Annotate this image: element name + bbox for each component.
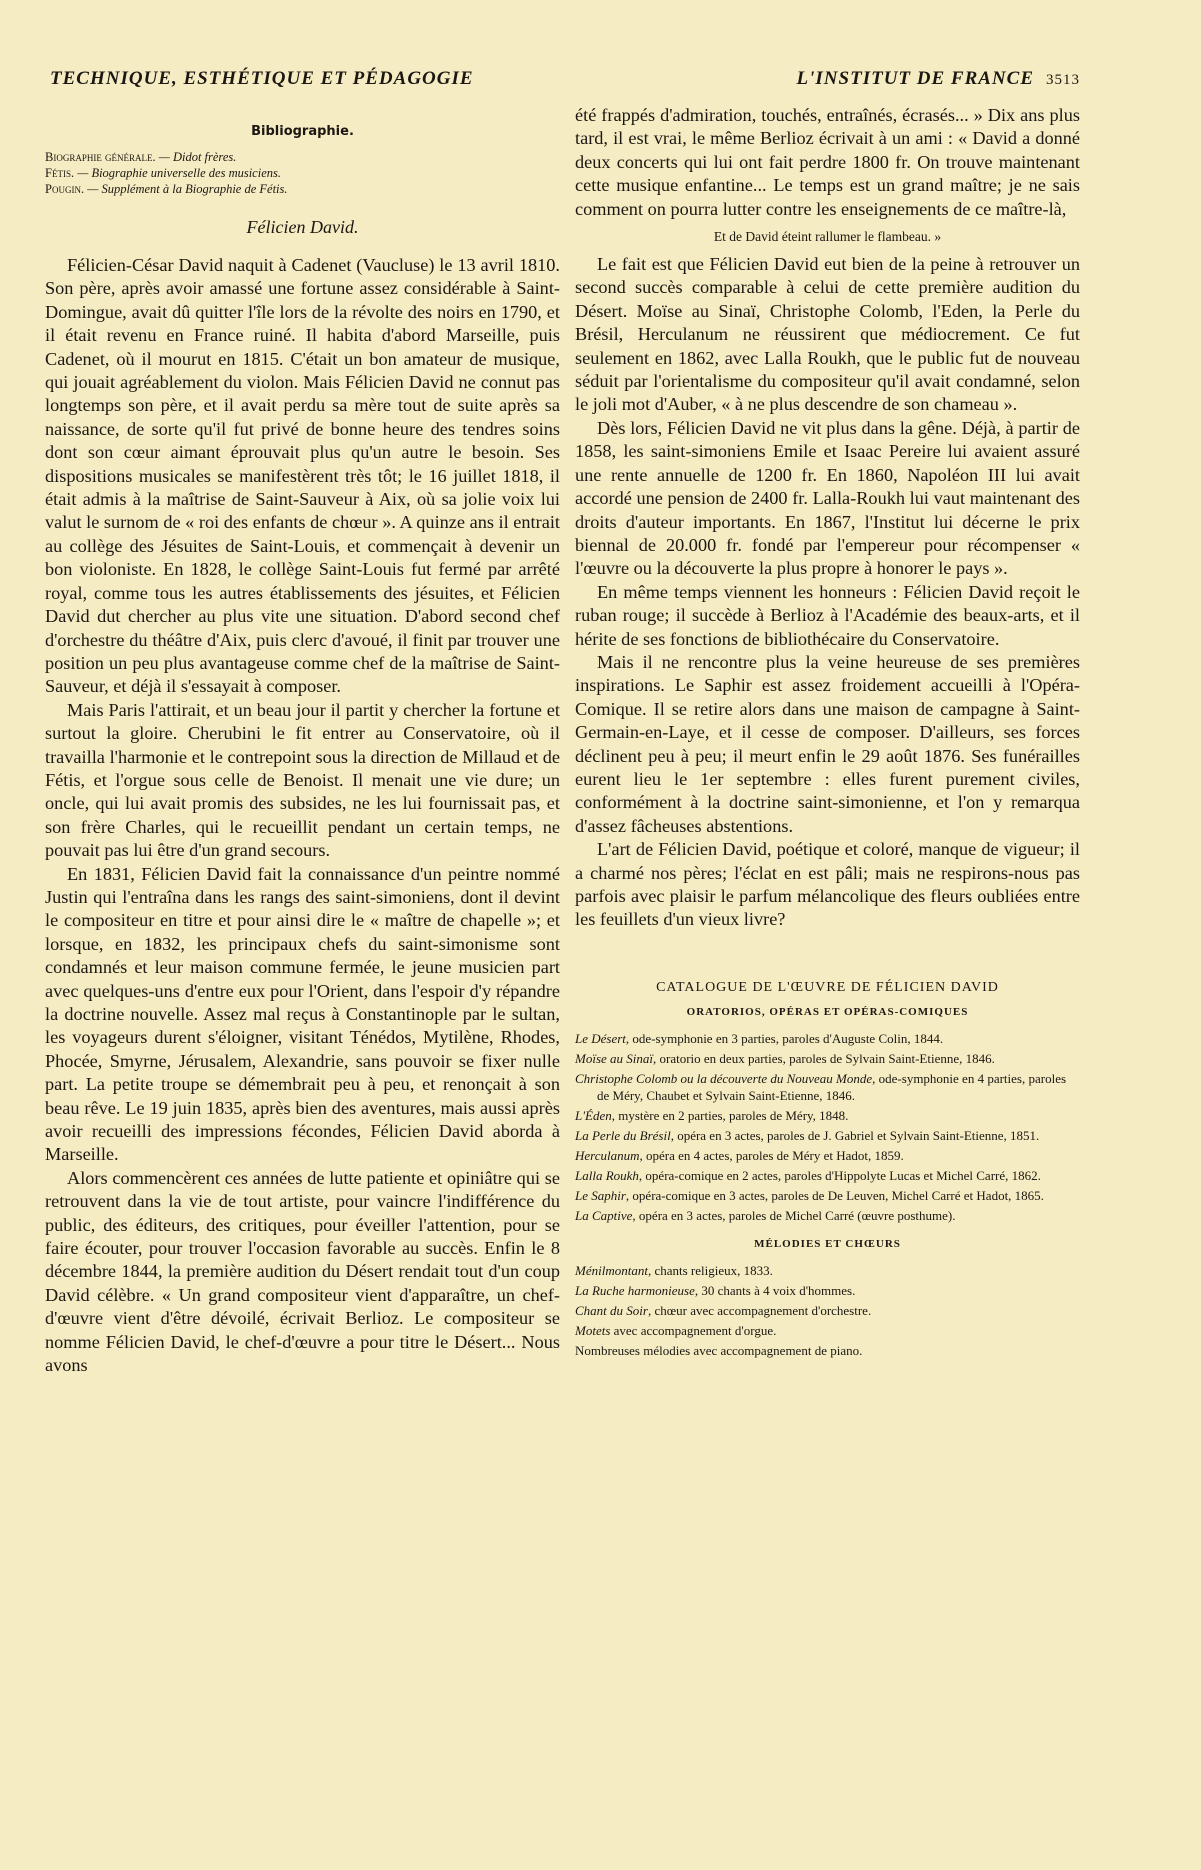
- body-paragraph: Alors commencèrent ces années de lutte patiente et opiniâtre qui se retrouvent dans la vie de tout artiste, pour vaincre l'indifférence du public, des éditeurs, des critiques, pour éveiller l'attention, pour se faire écouter, pour trouver l'occasion favorable au succès. Enfin le 8 décembre 1844, la première audition du Désert rendait tout d'un coup David célèbre. « Un grand compositeur vient d'apparaître, un chef-d'œuvre vient d'être dévoilé, écrivait Berlioz. Le compositeur se nomme Félicien David, le chef-d'œuvre a pour titre le Désert... Nous avons: [45, 1167, 560, 1376]
- catalogue-title: CATALOGUE DE L'ŒUVRE DE FÉLICIEN DAVID: [656, 979, 999, 995]
- work-details: , opéra-comique en 2 actes, paroles d'Hippolyte Lucas et Michel Carré, 1862.: [638, 1167, 1041, 1183]
- bibliography-author: Biographie générale.: [45, 150, 156, 164]
- catalogue-list-melodies: [575, 1262, 1080, 1359]
- work-details: , opéra-comique en 3 actes, paroles de De Leuven, Michel Carré et Hadot, 1865.: [625, 1187, 1044, 1203]
- work-title: Christophe Colomb ou la découverte du Nouveau Monde: [575, 1070, 873, 1086]
- header-right-title: L'INSTITUT DE FRANCE: [796, 68, 1034, 89]
- work-title: L'Éden: [575, 1107, 612, 1123]
- body-paragraph: Mais Paris l'attirait, et un beau jour il partit y chercher la fortune et surtout la gloire. Cherubini le fit entrer au Conservatoire, où il travailla l'harmonie et le contrepoint sous la direction de Millaud et de Fétis, et l'orgue sous celle de Benoist. Il menait une vie dure; un oncle, qui lui avait promis des subsides, ne les lui fournissait pas, et son frère Charles, qui le recueillit pendant un certain temps, ne pouvait pas lui être d'un grand secours.: [45, 699, 560, 861]
- body-paragraph: Mais il ne rencontre plus la veine heureuse de ses premières inspirations. Le Saphir est assez froidement accueilli à l'Opéra-Comique. Il se retire alors dans une maison de campagne à Saint-Germain-en-Laye, et il cesse de composer. D'ailleurs, ses forces déclinent peu à peu; il meurt enfin le 29 août 1876. Ses funérailles eurent lieu le 1er septembre : elles furent purement civiles, conformément à la doctrine saint-simonienne, et l'on y remarqua d'assez fâcheuses abstentions.: [575, 651, 1080, 836]
- work-title: Ménilmontant: [575, 1262, 648, 1278]
- catalogue-list-operas: [575, 1030, 1080, 1224]
- catalogue-item: [575, 1107, 1080, 1124]
- right-body-a: [575, 104, 1080, 221]
- work-title: Moïse au Sinaï: [575, 1050, 653, 1066]
- catalogue-item: [575, 1127, 1080, 1144]
- work-title: La Captive: [575, 1207, 633, 1223]
- body-paragraph: Félicien-César David naquit à Cadenet (Vaucluse) le 13 avril 1810. Son père, après avoir amassé une fortune assez considérable à Saint-Domingue, avait dû quitter l'île lors de la révolte des noirs en 1790, et il était revenu en France ruiné. Il habita d'abord Marseille, puis Cadenet, où il mourut en 1815. C'était un bon amateur de musique, qui jouait agréablement du violon. Mais Félicien David ne connut pas longtemps son père, et il avait perdu sa mère tout de suite après sa naissance, de sorte qu'il fut privé de bonne heure des tendres soins dont son cœur aimant éprouvait plus qu'un autre le besoin. Ses dispositions musicales se manifestèrent très tôt; le 16 juillet 1818, il était admis à la maîtrise de Saint-Sauveur à Aix, où sa jolie voix lui valut le surnom de « roi des enfants de chœur ». A quinze ans il entrait au collège des Jésuites de Saint-Louis, et commençait à devenir un bon violoniste. En 1828, le collège Saint-Louis fut fermé par arrêté royal, comme tous les autres établissements des jésuites, et Félicien David dut chercher au plus vite une situation. D'abord second chef d'orchestre du théâtre d'Aix, puis clerc d'avoué, il finit par trouver une position un peu plus avantageuse comme chef de la maîtrise de Saint-Sauveur, et déjà il s'essayait à composer.: [45, 255, 560, 697]
- bibliography-item: [45, 165, 560, 181]
- catalogue-item: [575, 1167, 1080, 1184]
- work-details: , mystère en 2 parties, paroles de Méry, 1848.: [611, 1107, 849, 1123]
- work-title: Herculanum: [575, 1147, 640, 1163]
- work-details: , chœur avec accompagnement d'orchestre.: [647, 1302, 872, 1318]
- running-header: [50, 68, 1080, 98]
- header-left: TECHNIQUE, ESTHÉTIQUE ET PÉDAGOGIE: [50, 68, 474, 89]
- work-title: Le Désert: [575, 1030, 626, 1046]
- work-details: , opéra en 3 actes, paroles de Michel Carré (œuvre posthume).: [632, 1207, 956, 1223]
- catalogue-item: [575, 1322, 1080, 1339]
- verse-quote: Et de David éteint rallumer le flambeau. »: [713, 229, 942, 245]
- bibliography-item: [45, 181, 560, 197]
- catalogue-item: [575, 1147, 1080, 1164]
- work-details: , opéra en 4 actes, paroles de Méry et Hadot, 1859.: [639, 1147, 904, 1163]
- catalogue-item: [575, 1030, 1080, 1047]
- bibliography-item: [45, 149, 560, 165]
- header-right: [797, 68, 1080, 90]
- catalogue-item: [575, 1342, 1080, 1359]
- body-paragraph: Dès lors, Félicien David ne vit plus dans la gêne. Déjà, à partir de 1858, les saint-simoniens Emile et Isaac Pereire lui avaient assuré une rente annuelle de 1200 fr. En 1860, Napoléon III lui avait accordé une pension de 2400 fr. Lalla-Roukh lui vaut maintenant des droits d'auteur importants. En 1867, l'Institut lui décerne le prix biennal de 20.000 fr. fondé par l'empereur pour récompenser « l'œuvre ou la découverte la plus propre à honorer le pays ».: [575, 417, 1080, 579]
- work-details: , ode-symphonie en 3 parties, paroles d'Auguste Colin, 1844.: [625, 1030, 944, 1046]
- right-column: [575, 104, 1080, 1362]
- work-title: Le Saphir: [575, 1187, 626, 1203]
- work-details: avec accompagnement d'orgue.: [610, 1322, 777, 1338]
- work-title: La Perle du Brésil: [575, 1127, 671, 1143]
- catalogue-item: [575, 1187, 1080, 1204]
- bibliography-author: Fétis.: [45, 166, 75, 180]
- page-number: 3513: [1046, 72, 1080, 88]
- bibliography-work: — Biographie universelle des musiciens.: [74, 166, 281, 180]
- body-paragraph: En 1831, Félicien David fait la connaissance d'un peintre nommé Justin qui l'entraîna dans les rangs des saint-simoniens, dont il devint le compositeur en titre et pour ainsi dire le « maître de chapelle »; et lorsque, en 1832, les principaux chefs du saint-simonisme sont condamnés et leur maison commune fermée, le jeune musicien part avec quelques-uns d'entre eux pour l'Orient, dans l'espoir d'y répandre la doctrine nouvelle. Assez mal reçus à Constantinople par le sultan, les voyageurs durent s'éloigner, visitant Ténédos, Mytilène, Rhodes, Phocée, Smyrne, Jérusalem, Alexandrie, sans pouvoir se fixer nulle part. La petite troupe se démembrait peu à peu, et renonçait à son beau rêve. Le 19 juin 1835, après bien des aventures, mais aussi après avoir recueilli des impressions fécondes, Félicien David aborda à Marseille.: [45, 863, 560, 1165]
- work-details: , opéra en 3 actes, paroles de J. Gabriel et Sylvain Saint-Etienne, 1851.: [670, 1127, 1040, 1143]
- work-details: Nombreuses mélodies avec accompagnement de piano.: [575, 1342, 863, 1358]
- catalogue-subtitle-operas: ORATORIOS, OPÉRAS ET OPÉRAS-COMIQUES: [686, 1005, 969, 1018]
- bibliography-work: — Supplément à la Biographie de Fétis.: [84, 182, 288, 196]
- work-title: La Ruche harmonieuse: [575, 1282, 695, 1298]
- catalogue-subtitle-melodies: MÉLODIES ET CHŒURS: [754, 1237, 901, 1250]
- catalogue-item: [575, 1207, 1080, 1224]
- catalogue-item: [575, 1070, 1080, 1104]
- work-title: Chant du Soir: [575, 1302, 648, 1318]
- work-title: Lalla Roukh: [575, 1167, 639, 1183]
- body-paragraph: été frappés d'admiration, touchés, entraînés, écrasés... » Dix ans plus tard, il est vrai, le même Berlioz écrivait à un ami : « David a donné deux concerts qui lui ont fait perdre 1800 fr. On trouve maintenant cette musique enfantine... Le temps est un grand maître; je ne sais comment on pourra lutter contre les enseignements de ce maître-là,: [575, 105, 1080, 219]
- work-title: Motets: [575, 1322, 611, 1338]
- left-body: [45, 254, 560, 1378]
- bibliography-author: Pougin.: [45, 182, 85, 196]
- work-details: , chants religieux, 1833.: [647, 1262, 773, 1278]
- bibliography-list: [45, 149, 560, 197]
- right-body-b: [575, 253, 1080, 932]
- catalogue-item: [575, 1302, 1080, 1319]
- left-column: [45, 106, 560, 1378]
- work-details: , 30 chants à 4 voix d'hommes.: [694, 1282, 856, 1298]
- work-details: , ode-symphonie en 4 parties, paroles de Méry, Chaubet et Sylvain Saint-Etienne, 1846.: [597, 1070, 1067, 1103]
- catalogue-item: [575, 1282, 1080, 1299]
- section-title: Félicien David.: [246, 217, 359, 237]
- work-details: , oratorio en deux parties, paroles de Sylvain Saint-Etienne, 1846.: [653, 1050, 995, 1066]
- catalogue-item: [575, 1050, 1080, 1067]
- body-paragraph: En même temps viennent les honneurs : Félicien David reçoit le ruban rouge; il succède à Berlioz à l'Académie des beaux-arts, et il hérite de ses fonctions de bibliothécaire du Conservatoire.: [575, 581, 1080, 649]
- body-paragraph: L'art de Félicien David, poétique et coloré, manque de vigueur; il a charmé nos pères; l'éclat en est pâli; mais ne respirons-nous pas parfois avec plaisir le parfum mélancolique des fleurs oubliées entre les feuillets d'un vieux livre?: [575, 839, 1080, 930]
- bibliography-title: Bibliographie.: [251, 124, 354, 139]
- body-paragraph: Le fait est que Félicien David eut bien de la peine à retrouver un second succès comparable à celui de cette première audition du Désert. Moïse au Sinaï, Christophe Colomb, l'Eden, la Perle du Brésil, Herculanum ne réussirent que médiocrement. Ce fut seulement en 1862, avec Lalla Roukh, que le public fut de nouveau séduit par l'orientalisme du compositeur qu'il avait condamné, selon le joli mot d'Auber, « à ne plus descendre de son chameau ».: [575, 254, 1080, 415]
- bibliography-work: — Didot frères.: [155, 150, 237, 164]
- catalogue-item: [575, 1262, 1080, 1279]
